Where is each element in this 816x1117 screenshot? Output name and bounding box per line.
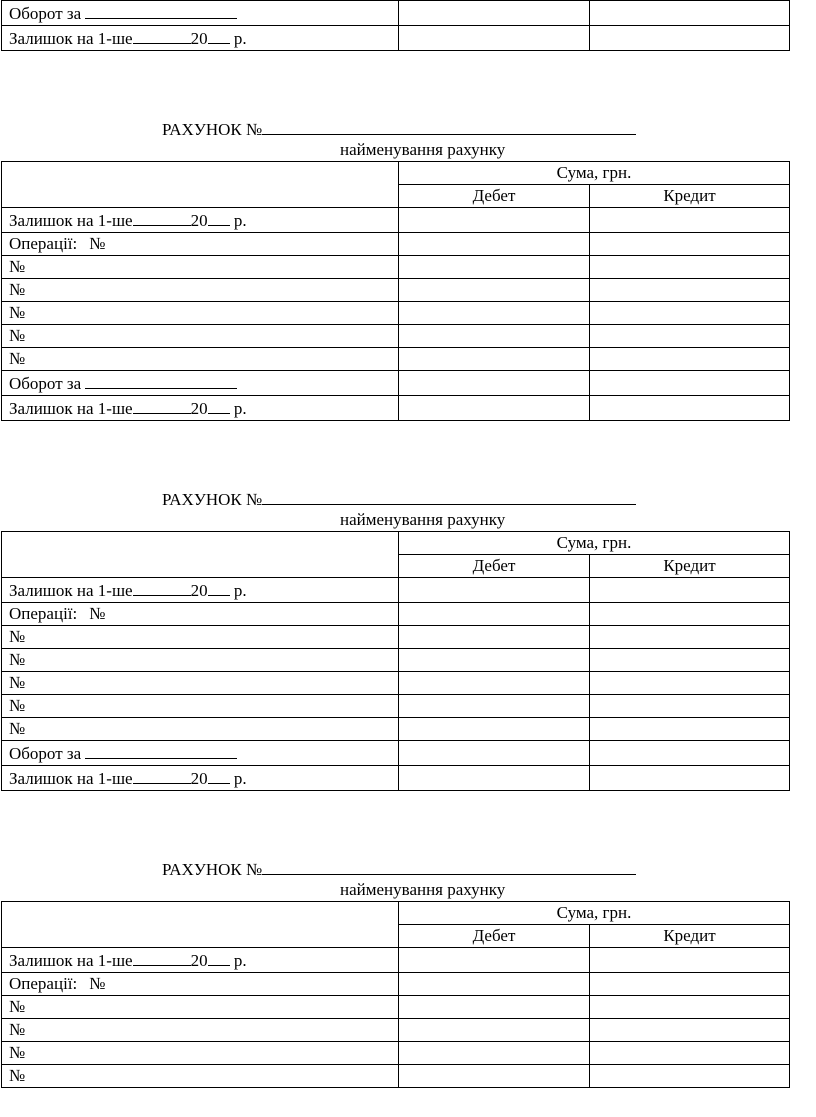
header-blank-cell <box>2 902 399 925</box>
debit-header: Дебет <box>399 555 590 578</box>
debit-cell[interactable] <box>399 302 590 325</box>
credit-cell[interactable] <box>590 578 790 603</box>
table-row <box>2 26 790 51</box>
credit-cell[interactable] <box>590 279 790 302</box>
credit-cell[interactable] <box>590 1042 790 1065</box>
table-row <box>2 996 790 1019</box>
credit-cell[interactable] <box>590 396 790 421</box>
table-row <box>2 973 790 996</box>
debit-cell[interactable] <box>399 26 590 51</box>
table-row <box>2 302 790 325</box>
table-row <box>2 626 790 649</box>
header-blank-cell <box>2 532 399 555</box>
operations-cell: Операції: № <box>2 603 399 626</box>
operation-number-cell: № <box>2 325 399 348</box>
credit-cell[interactable] <box>590 766 790 791</box>
credit-cell[interactable] <box>590 325 790 348</box>
table-row <box>2 578 790 603</box>
account-number-line[interactable] <box>262 486 636 505</box>
debit-cell[interactable] <box>399 695 590 718</box>
debit-cell[interactable] <box>399 578 590 603</box>
header-blank-cell <box>2 162 399 185</box>
turnover-cell: Оборот за <box>2 741 399 766</box>
debit-cell[interactable] <box>399 396 590 421</box>
debit-cell[interactable] <box>399 1019 590 1042</box>
debit-cell[interactable] <box>399 741 590 766</box>
table-row <box>2 718 790 741</box>
sum-header: Сума, грн. <box>399 162 790 185</box>
ledger-table <box>1 161 790 421</box>
credit-cell[interactable] <box>590 256 790 279</box>
debit-cell[interactable] <box>399 371 590 396</box>
credit-header: Кредит <box>590 555 790 578</box>
operation-number-cell: № <box>2 1042 399 1065</box>
table-row <box>2 348 790 371</box>
credit-cell[interactable] <box>590 718 790 741</box>
table-row <box>2 741 790 766</box>
sum-header: Сума, грн. <box>399 902 790 925</box>
operation-number-cell: № <box>2 718 399 741</box>
credit-cell[interactable] <box>590 1065 790 1088</box>
turnover-cell: Оборот за <box>2 1 399 26</box>
account-title: РАХУНОК № <box>162 486 682 511</box>
table-row <box>2 1019 790 1042</box>
debit-cell[interactable] <box>399 256 590 279</box>
account-title: РАХУНОК № <box>162 856 682 881</box>
table-row <box>2 371 790 396</box>
credit-cell[interactable] <box>590 672 790 695</box>
account-title: РАХУНОК № <box>162 116 682 141</box>
operation-number-cell: № <box>2 626 399 649</box>
debit-cell[interactable] <box>399 1 590 26</box>
opening-balance-cell: Залишок на 1-ше 20 р. <box>2 578 399 603</box>
account-name-caption: найменування рахунку <box>340 510 506 529</box>
operation-number-cell: № <box>2 256 399 279</box>
operation-number-cell: № <box>2 1065 399 1088</box>
sum-header: Сума, грн. <box>399 532 790 555</box>
table-row <box>2 925 790 948</box>
header-blank-cell <box>2 555 399 578</box>
opening-balance-cell: Залишок на 1-ше 20 р. <box>2 948 399 973</box>
debit-cell[interactable] <box>399 1042 590 1065</box>
table-row <box>2 279 790 302</box>
operation-number-cell: № <box>2 302 399 325</box>
debit-cell[interactable] <box>399 279 590 302</box>
ledger-table <box>1 531 790 791</box>
credit-cell[interactable] <box>590 649 790 672</box>
credit-cell[interactable] <box>590 348 790 371</box>
debit-cell[interactable] <box>399 649 590 672</box>
credit-cell[interactable] <box>590 233 790 256</box>
table-row <box>2 1065 790 1088</box>
closing-balance-cell: Залишок на 1-ше 20 р. <box>2 396 399 421</box>
debit-cell[interactable] <box>399 233 590 256</box>
debit-cell[interactable] <box>399 1065 590 1088</box>
table-row <box>2 695 790 718</box>
table-row <box>2 325 790 348</box>
account-name-caption: найменування рахунку <box>340 140 506 159</box>
credit-cell[interactable] <box>590 603 790 626</box>
debit-cell[interactable] <box>399 325 590 348</box>
operations-cell: Операції: № <box>2 233 399 256</box>
debit-cell[interactable] <box>399 603 590 626</box>
credit-cell[interactable] <box>590 208 790 233</box>
account-number-line[interactable] <box>262 116 636 135</box>
ledger-table <box>1 901 790 1088</box>
credit-cell[interactable] <box>590 302 790 325</box>
debit-header: Дебет <box>399 185 590 208</box>
table-row <box>2 766 790 791</box>
operation-number-cell: № <box>2 672 399 695</box>
operation-number-cell: № <box>2 1019 399 1042</box>
table-row <box>2 902 790 925</box>
debit-cell[interactable] <box>399 996 590 1019</box>
table-row <box>2 649 790 672</box>
table-row <box>2 396 790 421</box>
credit-cell[interactable] <box>590 626 790 649</box>
operation-number-cell: № <box>2 695 399 718</box>
table-row <box>2 185 790 208</box>
debit-cell[interactable] <box>399 348 590 371</box>
table-row <box>2 672 790 695</box>
credit-cell[interactable] <box>590 1 790 26</box>
table-row <box>2 532 790 555</box>
table-row <box>2 1 790 26</box>
debit-cell[interactable] <box>399 626 590 649</box>
table-row <box>2 603 790 626</box>
debit-cell[interactable] <box>399 948 590 973</box>
debit-cell[interactable] <box>399 718 590 741</box>
debit-cell[interactable] <box>399 766 590 791</box>
operation-number-cell: № <box>2 348 399 371</box>
opening-balance-cell: Залишок на 1-ше 20 р. <box>2 208 399 233</box>
credit-cell[interactable] <box>590 973 790 996</box>
table-row <box>2 555 790 578</box>
table-row <box>2 162 790 185</box>
turnover-cell: Оборот за <box>2 371 399 396</box>
table-row <box>2 948 790 973</box>
credit-header: Кредит <box>590 185 790 208</box>
table-row <box>2 1042 790 1065</box>
operation-number-cell: № <box>2 649 399 672</box>
operations-cell: Операції: № <box>2 973 399 996</box>
debit-cell[interactable] <box>399 208 590 233</box>
credit-cell[interactable] <box>590 741 790 766</box>
table-row <box>2 208 790 233</box>
closing-balance-cell: Залишок на 1-ше 20 р. <box>2 26 399 51</box>
debit-cell[interactable] <box>399 672 590 695</box>
debit-cell[interactable] <box>399 973 590 996</box>
credit-header: Кредит <box>590 925 790 948</box>
table-row <box>2 233 790 256</box>
credit-cell[interactable] <box>590 26 790 51</box>
operation-number-cell: № <box>2 996 399 1019</box>
ledger-table-partial <box>1 0 790 51</box>
table-row <box>2 256 790 279</box>
debit-header: Дебет <box>399 925 590 948</box>
credit-cell[interactable] <box>590 948 790 973</box>
operation-number-cell: № <box>2 279 399 302</box>
account-name-caption: найменування рахунку <box>340 880 506 899</box>
closing-balance-cell: Залишок на 1-ше 20 р. <box>2 766 399 791</box>
credit-cell[interactable] <box>590 996 790 1019</box>
credit-cell[interactable] <box>590 695 790 718</box>
account-number-line[interactable] <box>262 856 636 875</box>
header-blank-cell <box>2 185 399 208</box>
header-blank-cell <box>2 925 399 948</box>
credit-cell[interactable] <box>590 371 790 396</box>
credit-cell[interactable] <box>590 1019 790 1042</box>
